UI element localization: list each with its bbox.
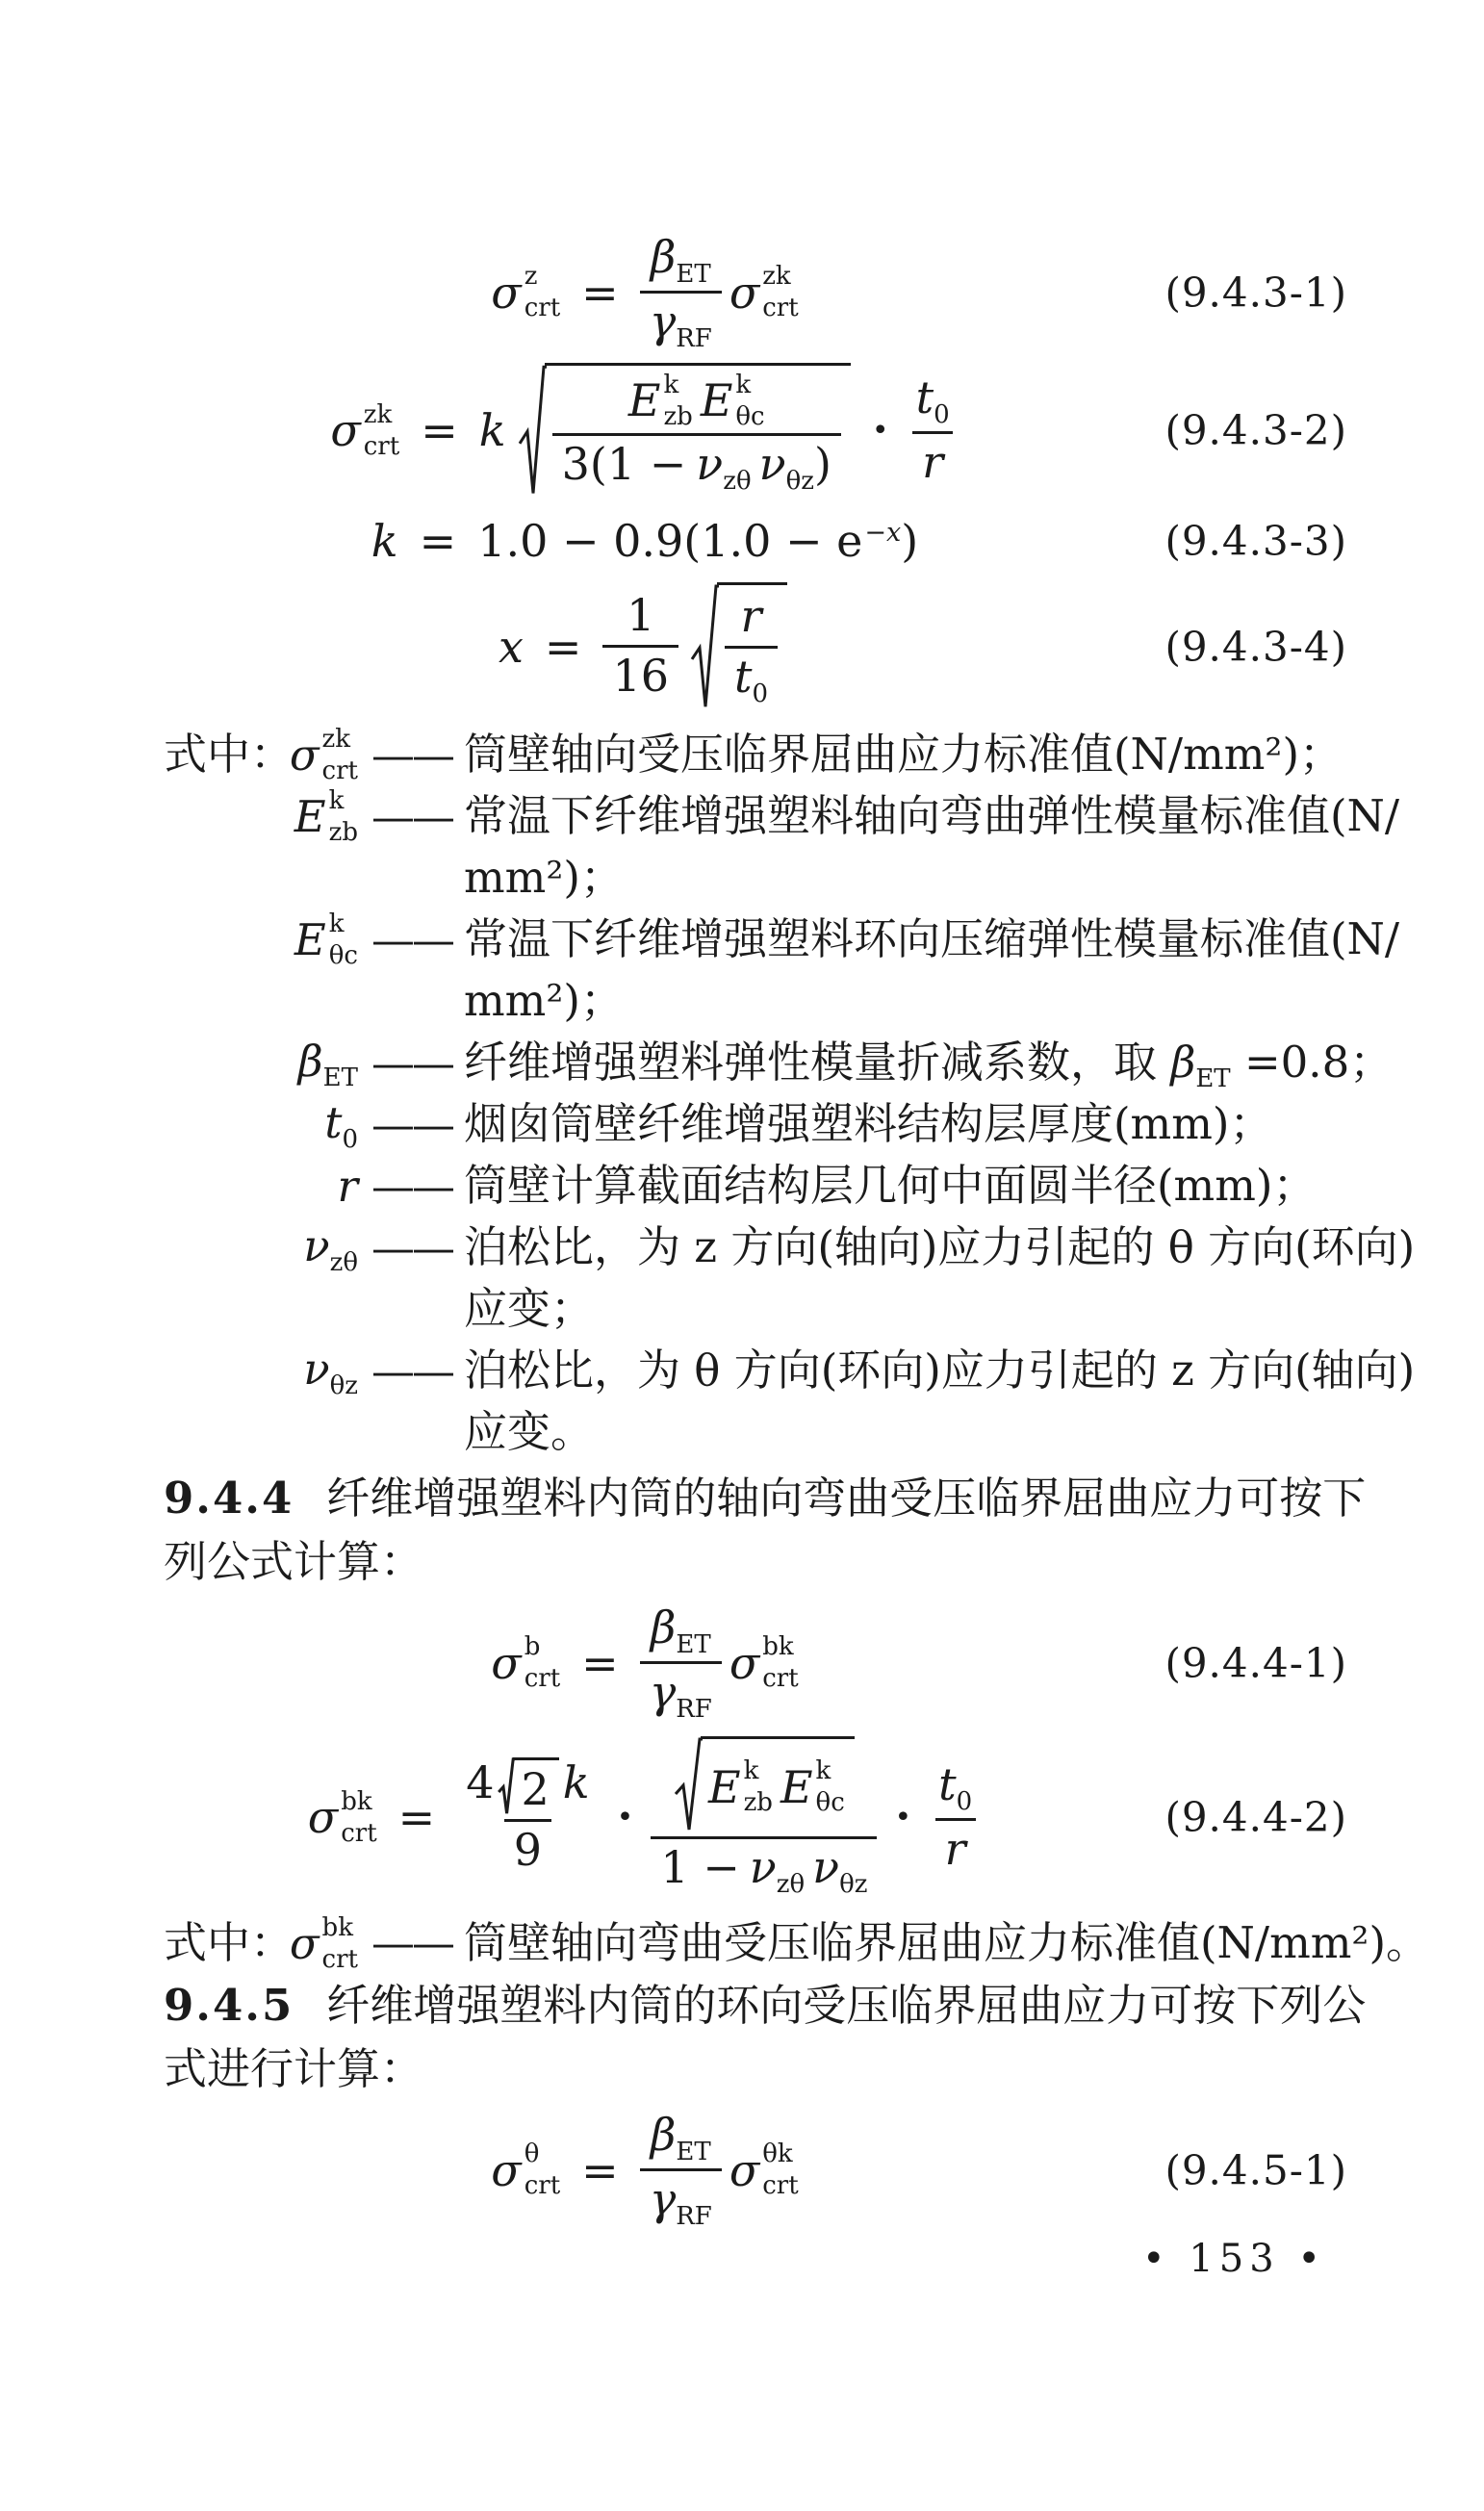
section-9.4.4 bbox=[164, 1467, 1367, 1594]
definition-row bbox=[164, 1155, 1347, 1217]
definition-text: 纤维增强塑料弹性模量折减系数，取 $\beta_{ET} =0.8$； bbox=[464, 1037, 1394, 1094]
symbol-E-k-thetac: E k θc bbox=[294, 910, 358, 971]
document-page bbox=[0, 229, 1484, 2281]
definition-text: 烟囱筒壁纤维增强塑料结构层厚度(mm)； bbox=[464, 1098, 1273, 1150]
fraction-t0-r: $\frac{t_0}{r}$ bbox=[929, 1756, 982, 1879]
E-k-thetac: E k θc bbox=[700, 370, 765, 431]
radical bbox=[690, 582, 787, 710]
equals-sign: = bbox=[419, 515, 457, 568]
section-text: 式进行计算： bbox=[164, 2042, 424, 2094]
dash: —— bbox=[371, 913, 452, 965]
fraction: $\frac{\beta_{ET}}{\gamma_{RF}}$ bbox=[640, 1600, 722, 1726]
definition-row bbox=[164, 1032, 1394, 1094]
symbol-nu-thetaz: $\nu_{\theta z}$ bbox=[303, 1343, 358, 1400]
fraction: $\frac{\beta_{ET}}{\gamma_{RF}}$ bbox=[640, 2107, 722, 2233]
symbol-t0: $t_0$ bbox=[324, 1096, 358, 1154]
sigma-b-crt: σ b crt bbox=[491, 1632, 561, 1694]
equation-number: (9.4.3-4) bbox=[1164, 623, 1347, 671]
sigma-bk-crt: σ bk crt bbox=[729, 1632, 799, 1694]
definition-row bbox=[164, 1093, 1347, 1155]
equals-sign: = bbox=[581, 2143, 619, 2196]
section-text: 纤维增强塑料内筒的轴向弯曲受压临界屈曲应力可按下 bbox=[326, 1473, 1367, 1525]
equals-sign: = bbox=[581, 266, 619, 319]
fraction-sqrtEE-over: E k zb E k θc $1 - \nu_{z\theta}$ $\nu_{\theta z}$ bbox=[651, 1734, 877, 1901]
equation-9.4.3-1 bbox=[164, 229, 1347, 355]
variable-x: x bbox=[498, 620, 524, 673]
definition-text: 泊松比，为 z 方向(轴向)应力引起的 θ 方向(环向) 应变； bbox=[464, 1221, 1416, 1335]
coefficient-k: k bbox=[478, 404, 506, 457]
fraction-1-16: $\frac{1}{16}$ bbox=[602, 587, 678, 705]
dash: —— bbox=[371, 1098, 452, 1150]
equals-sign: = bbox=[421, 404, 458, 457]
sigma-theta-crt: σ θ crt bbox=[491, 2139, 561, 2200]
fraction-4sqrt2k-9: 4 2 k 9 bbox=[456, 1755, 599, 1880]
equals-sign: = bbox=[581, 1636, 619, 1689]
shizhong-label: 式中： bbox=[164, 1916, 294, 1968]
symbol-r: r bbox=[337, 1160, 358, 1212]
radical-sign-icon bbox=[518, 363, 547, 498]
equation-number: (9.4.3-2) bbox=[1164, 406, 1347, 454]
definition-text: 筒壁轴向弯曲受压临界屈曲应力标准值(N/mm²)。 bbox=[464, 1916, 1430, 1968]
radical-sign-icon bbox=[690, 582, 719, 710]
equation-number: (9.4.4-1) bbox=[1164, 1639, 1347, 1687]
dash: —— bbox=[371, 1160, 452, 1212]
variable-k: k bbox=[371, 515, 398, 568]
equation-number: (9.4.3-1) bbox=[1164, 269, 1347, 317]
equation-9.4.5-1 bbox=[164, 2107, 1347, 2233]
E-k-zb: E k zb bbox=[627, 370, 693, 431]
denominator-text: 3(1 − bbox=[561, 437, 687, 490]
equation-9.4.3-3 bbox=[164, 515, 1347, 567]
sigma-zk-crt: σ zk crt bbox=[330, 399, 400, 461]
dash: —— bbox=[371, 1221, 452, 1273]
multiplication-dot: • bbox=[894, 1800, 912, 1834]
page-number: • 153 • bbox=[1142, 2237, 1326, 2282]
dash: —— bbox=[371, 1037, 452, 1089]
E-k-thetac: E k θc bbox=[780, 1756, 845, 1818]
dash: —— bbox=[371, 729, 452, 781]
multiplication-dot: • bbox=[871, 413, 889, 448]
equation-9.4.4-2 bbox=[164, 1734, 1347, 1901]
definition-text: 泊松比，为 θ 方向(环向)应力引起的 z 方向(轴向) 应变。 bbox=[464, 1345, 1416, 1458]
radical bbox=[518, 363, 851, 498]
definition-row bbox=[164, 1912, 1430, 1974]
symbol-sigma-bk-crt: σ bk crt bbox=[289, 1912, 358, 1974]
definition-text: 常温下纤维增强塑料环向压缩弹性模量标准值(N/ mm²)； bbox=[464, 913, 1400, 1027]
dash: —— bbox=[371, 790, 452, 842]
symbol-nu-ztheta: $\nu_{z\theta}$ bbox=[303, 1219, 358, 1277]
fraction-r-t0: $\frac{r}{t_0}$ bbox=[725, 588, 778, 710]
definition-text: 常温下纤维增强塑料轴向弯曲弹性模量标准值(N/ mm²)； bbox=[464, 790, 1400, 904]
definition-row bbox=[164, 1340, 1416, 1463]
symbol-E-k-zb: E k zb bbox=[294, 786, 358, 848]
section-text: 列公式计算： bbox=[164, 1536, 424, 1588]
symbol-definitions bbox=[164, 724, 1416, 1463]
definition-text: 筒壁轴向受压临界屈曲应力标准值(N/mm²)； bbox=[464, 729, 1343, 781]
close-paren: ) bbox=[813, 437, 832, 490]
section-number: 9.4.4 bbox=[164, 1473, 294, 1525]
E-k-zb: E k zb bbox=[708, 1756, 773, 1818]
sigma-zk-crt: σ zk crt bbox=[729, 262, 799, 323]
definition-row bbox=[164, 724, 1347, 785]
expression: $1.0 - 0.9(1.0 - e^{-x})$ bbox=[477, 515, 919, 568]
shizhong-label: 式中： bbox=[164, 729, 294, 781]
sigma-bk-crt: σ bk crt bbox=[307, 1786, 377, 1848]
radical-small: 2 bbox=[498, 1757, 558, 1815]
radical bbox=[674, 1736, 855, 1832]
definition-row bbox=[164, 785, 1400, 909]
dash: —— bbox=[371, 1345, 452, 1396]
exponent: −x bbox=[864, 517, 902, 548]
equation-9.4.3-2 bbox=[164, 363, 1347, 498]
definition-text: 筒壁计算截面结构层几何中面圆半径(mm)； bbox=[464, 1160, 1317, 1212]
section-9.4.5 bbox=[164, 1974, 1367, 2101]
equation-9.4.3-4 bbox=[164, 582, 1347, 710]
fraction: E k zb E k θc $3(1 - \nu_{z\theta}$ $\nu_{\theta z}$) bbox=[552, 369, 841, 498]
fraction-t0-r: $\frac{t_0}{r}$ bbox=[907, 370, 959, 492]
symbol-sigma-zk-crt: σ zk crt bbox=[289, 725, 358, 786]
equation-number: (9.4.5-1) bbox=[1164, 2146, 1347, 2193]
equation-number: (9.4.4-2) bbox=[1164, 1793, 1347, 1841]
definition-row bbox=[164, 1217, 1416, 1340]
equation-9.4.4-1 bbox=[164, 1600, 1347, 1726]
equals-sign: = bbox=[397, 1791, 436, 1844]
multiplication-dot: • bbox=[616, 1800, 634, 1834]
symbol-beta-ET: $\beta_{ET}$ bbox=[297, 1035, 358, 1092]
section-number: 9.4.5 bbox=[164, 1979, 294, 2031]
section-text: 纤维增强塑料内筒的环向受压临界屈曲应力可按下列公 bbox=[326, 1979, 1367, 2031]
fraction: $\frac{\beta_{ET}}{\gamma_{RF}}$ bbox=[640, 229, 722, 355]
equation-number: (9.4.3-3) bbox=[1164, 517, 1347, 565]
equals-sign: = bbox=[544, 620, 582, 673]
sigma-z-crt: σ z crt bbox=[491, 262, 561, 323]
definition-row bbox=[164, 909, 1400, 1032]
sigma-thetak-crt: σ θk crt bbox=[729, 2139, 799, 2200]
radical-sign-icon bbox=[674, 1736, 703, 1832]
dash: —— bbox=[371, 1917, 452, 1969]
